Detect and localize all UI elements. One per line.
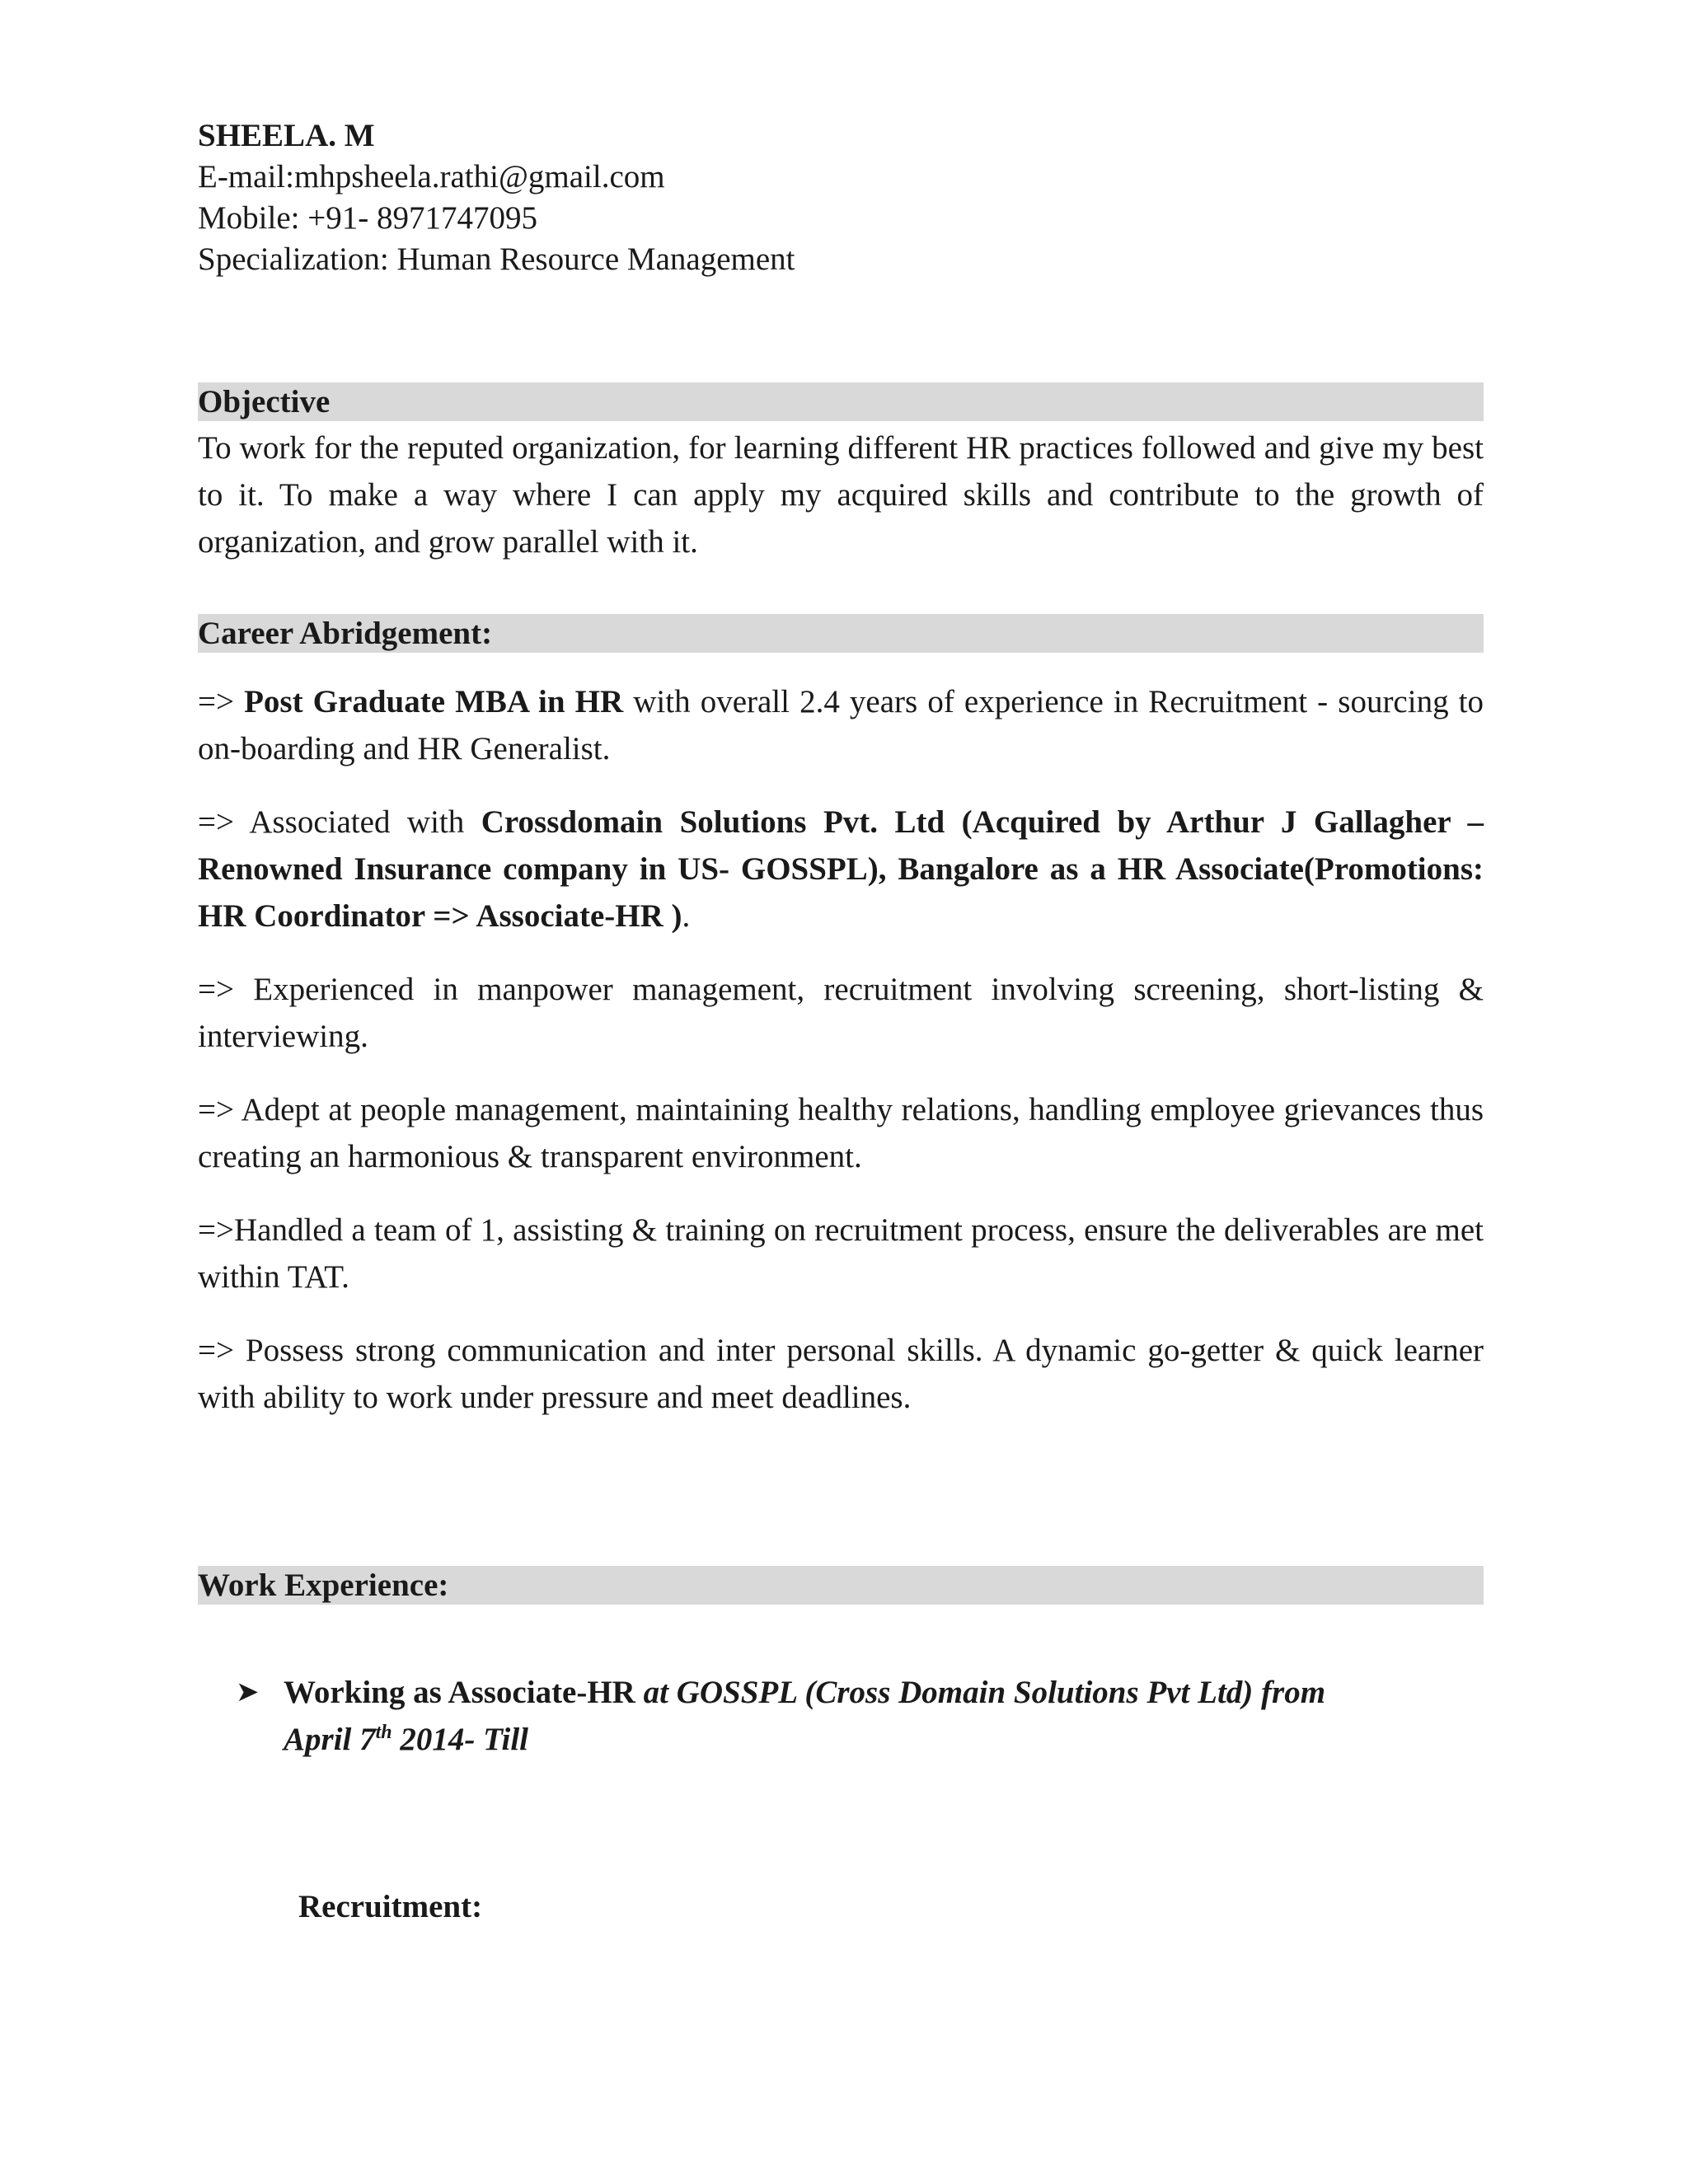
job-date-sup: th (375, 1722, 392, 1743)
specialization-line: Specialization: Human Resource Management (198, 241, 795, 277)
job-title: Working as Associate-HR (284, 1675, 635, 1710)
job-entry (198, 1669, 1484, 1763)
career-item-bold: Post Graduate MBA in HR (244, 684, 624, 719)
career-item-people-management: => Adept at people management, maintaining healthy relations, handling employee grievances thus creating an harmonious & transparent environment. (198, 1092, 1484, 1174)
career-item-rest: . (682, 898, 691, 934)
contact-block (198, 115, 1484, 280)
career-item-employer (198, 799, 1484, 940)
objective-text: To work for the reputed organization, for learning different HR practices followed and give my best to it. To make a way where I can apply my acquired skills and contribute to the growth of organization, and grow parallel with it. (198, 430, 1484, 560)
email-line: E-mail:mhpsheela.rathi@gmail.com (198, 159, 665, 194)
career-item-rest: with overall 2.4 years of experience in Recruitment - sourcing to on-boarding and HR Generalist. (198, 684, 1484, 766)
arrow-bullet-icon: ➤ (236, 1675, 260, 1708)
job-date-start: April 7 (284, 1722, 376, 1757)
career-item-team: =>Handled a team of 1, assisting & training on recruitment process, ensure the deliverables are met within TAT. (198, 1212, 1484, 1295)
mobile-line: Mobile: +91- 8971747095 (198, 200, 537, 236)
career-item-manpower: => Experienced in manpower management, recruitment involving screening, short-listing & interviewing. (198, 972, 1484, 1054)
job-company: at GOSSPL (Cross Domain Solutions Pvt Ltd) from (635, 1675, 1326, 1710)
recruitment-heading: Recruitment: (298, 1889, 483, 1924)
candidate-name: SHEELA. M (198, 118, 375, 153)
resume-content (198, 115, 1484, 1928)
career-item-prefix: => (198, 684, 245, 719)
work-experience-heading: Work Experience: (198, 1566, 1484, 1605)
career-item-education (198, 678, 1484, 772)
job-date-end: 2014- Till (392, 1722, 529, 1757)
career-item-bold: Crossdomain Solutions Pvt. Ltd (Acquired by Arthur J Gallagher – Renowned Insurance company in US- GOSSPL), Bangalore as a HR Associate(Promotions: HR Coordinator => Associate-HR ) (198, 804, 1484, 934)
career-item-skills: => Possess strong communication and inter personal skills. A dynamic go-getter & quick learner with ability to work under pressure and meet deadlines. (198, 1333, 1484, 1415)
career-heading: Career Abridgement: (198, 614, 1484, 653)
objective-heading: Objective (198, 382, 1484, 421)
career-item-prefix: => Associated with (198, 804, 481, 840)
